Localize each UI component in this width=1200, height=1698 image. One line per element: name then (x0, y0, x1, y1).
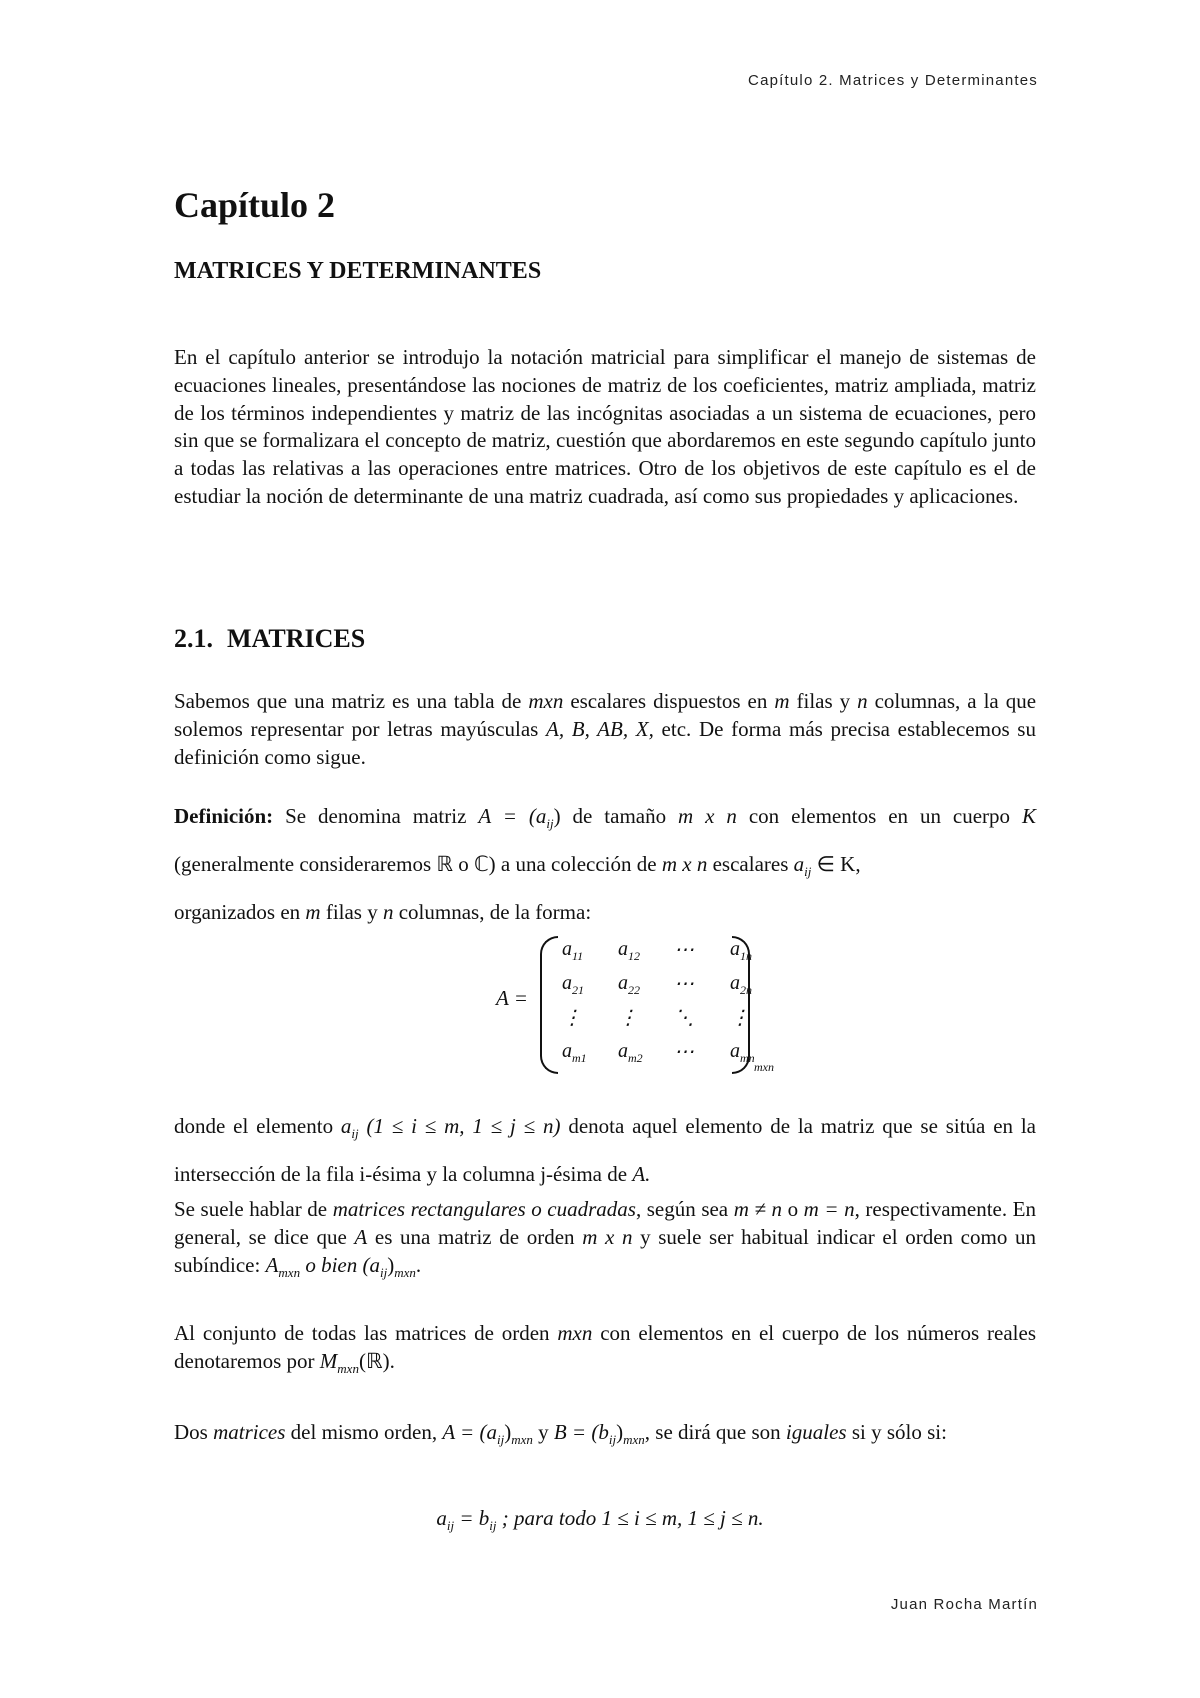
intro-paragraph: En el capítulo anterior se introdujo la notación matricial para simplificar el manejo de sistemas de ecuaciones lineales, presentándose las nociones de matriz de los coeficientes, matriz ampliada, matriz de los términos independientes y matriz de las incógnitas asociadas a un sistema de ecuaciones, pero sin que se formalizara el concepto de matriz, cuestión que abordaremos en este segundo capítulo junto a todas las relativas a las operaciones entre matrices. Otro de los objetivos de este capítulo es el de estudiar la noción de determinante de una matriz cuadrada, así como sus propiedades y aplicaciones. (174, 345, 1036, 508)
matrix-row (562, 1002, 786, 1036)
general-matrix (496, 928, 796, 1078)
matrix-entry: $a_{1n}$ (730, 938, 752, 963)
matrix-entry: ⋮ (618, 1007, 638, 1029)
matrix-entry: $a_{mn}$ (730, 1040, 755, 1065)
matrix-entry: ⋮ (730, 1007, 750, 1029)
matrix-entry: $a_{m1}$ (562, 1040, 587, 1065)
matrix-entry: $a_{2n}$ (730, 972, 752, 997)
section-title: MATRICES (227, 624, 366, 653)
paragraph-matrix-set: Al conjunto de todas las matrices de orden mxn con elementos en el cuerpo de los números reales denotaremos por $M_{mxn}(ℝ)$. (174, 1321, 1036, 1376)
right-parenthesis (732, 936, 750, 1074)
footer-author: Juan Rocha Martín (890, 1596, 1038, 1613)
definition-label: Definición: (174, 804, 274, 828)
matrix-entry: ⋯ (674, 973, 694, 995)
paragraph-matrix-intro: Sabemos que una matriz es una tabla de mxn escalares dispuestos en m filas y n columnas, a la que solemos representar por letras mayúsculas A, B, AB, X, etc. De forma más precisa establecemos su definición como sigue. (174, 689, 1037, 769)
matrix-entry: ⋯ (674, 1041, 694, 1063)
definition-paragraph: Definición: Se denomina matriz $A = (a_{ij})$ de tamaño m x n con elementos en un cuerpo K (generalmente consideraremos ℝ o ℂ) a una colección de m x n escalares $a_{ij}$ ∈ K, organizados en m filas y n columnas, de la forma: (174, 804, 1036, 925)
left-parenthesis (540, 936, 558, 1074)
matrix-entry: $a_{12}$ (618, 938, 640, 963)
matrix-lhs: A = (496, 986, 528, 1010)
matrix-entry: ⋮ (562, 1007, 582, 1029)
paragraph-equal-matrices: Dos matrices del mismo orden, $A = (a_{ij})_{mxn}$ y $B = (b_{ij})_{mxn}$, se dirá que son iguales si y sólo si: (174, 1420, 947, 1448)
matrix-size: mxn (754, 1060, 774, 1074)
matrix-entry: $a_{21}$ (562, 972, 584, 997)
chapter-title: Capítulo 2 (174, 185, 336, 225)
chapter-subtitle: MATRICES Y DETERMINANTES (174, 258, 542, 284)
matrix-entries (562, 934, 786, 1070)
matrix-row (562, 1036, 786, 1070)
matrix-entry: ⋱ (674, 1007, 694, 1029)
matrix-entry: $a_{11}$ (562, 938, 584, 963)
section-number: 2.1. (174, 624, 213, 653)
paragraph-element-aij: donde el elemento $a_{ij}$ (1 ≤ i ≤ m, 1 ≤ j ≤ n) denota aquel elemento de la matriz que se sitúa en la intersección de la fila i-ésima y la columna j-ésima de A. (174, 1114, 1036, 1187)
matrix-row (562, 968, 786, 1002)
equality-condition: $a_{ij} = b_{ij}$ ; para todo 1 ≤ i ≤ m, 1 ≤ j ≤ n. (436, 1506, 764, 1534)
section-heading (174, 624, 365, 654)
matrix-entry: $a_{m2}$ (618, 1040, 643, 1065)
matrix-entry: ⋯ (674, 939, 694, 961)
paragraph-rectangular-square: Se suele hablar de matrices rectangulares o cuadradas, según sea m ≠ n o m = n, respectivamente. En general, se dice que A es una matriz de orden m x n y suele ser habitual indicar el orden como un subíndice: $A_{mxn}$ o bien $(a_{ij})_{mxn}$. (174, 1197, 1036, 1280)
running-header: Capítulo 2. Matrices y Determinantes (748, 72, 1038, 89)
matrix-entry: $a_{22}$ (618, 972, 640, 997)
matrix-row (562, 934, 786, 968)
